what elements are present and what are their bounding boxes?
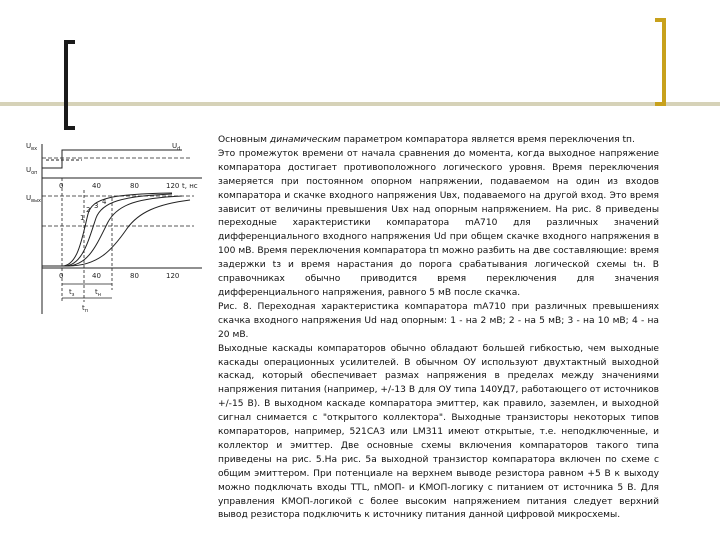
axis-unit-time: t, нс [182, 182, 198, 190]
label-t-rise: $t_н$ [95, 288, 102, 298]
curve-label-1: 1 [80, 214, 85, 222]
figure-caption: Рис. 8. Переходная характеристика компаратора mA710 при различных превышениях скачка входного напряжения Ud над опорным: 1 - на 2 мВ; 2 - на 5 мВ; 3 - на 10 мВ; 4 - на 20 мВ. [218, 301, 659, 340]
transient-response-figure [22, 138, 208, 318]
label-u-in: $U_{вх}$ [26, 142, 38, 152]
paragraph-output-stages: Выходные каскады компараторов обычно обладают большей гибкостью, чем выходные каскады операционных усилителей. В обычном ОУ используют двухтактный выходной каскад, который обеспечивает размах напряжения в пределах между значениями напряжения питания (например, +/-13 В для ОУ типа 140УД7, работающего от источников +/-15 В). В выходном каскаде компаратора эмиттер, как правило, заземлен, и выходной сигнал снимается с "открытого коллектора". Выходные транзисторы некоторых типов компараторов, например, 521СА3 или LM311 имеют открытые, т.е. неподключенные, и коллектор и эмиттер. Две основные схемы включения компараторов такого типа приведены на рис. 5.На рис. 5а выходной транзистор компаратора включен по схеме с общим эмиттером. При потенциале на верхнем выводе резистора равном +5 В к выходу можно подключать входы TTL, nМОП- и КМОП-логику с питанием от источника 5 В. Для управления КМОП-логикой с более высоким напряжением питания следует верхний вывод резистора подключить к источнику питания данной цифровой микросхемы. [218, 343, 659, 521]
tick-80-bottom: 80 [130, 272, 139, 280]
body-text [218, 134, 659, 523]
label-t-switch: $t_п$ [82, 304, 89, 314]
label-u-d: $U_d$ [172, 142, 181, 152]
right-bracket-decoration [652, 18, 668, 106]
tick-0-top: 0 [59, 182, 64, 190]
emphasis-dynamic: динамическим [269, 135, 341, 145]
label-u-ref: $U_{оп}$ [26, 166, 38, 176]
tick-40-bottom: 40 [92, 272, 101, 280]
tick-0-bottom: 0 [59, 272, 64, 280]
curve-label-3: 3 [94, 202, 99, 210]
curve-label-2: 2 [86, 206, 91, 214]
tick-120-bottom: 120 [166, 272, 180, 280]
curve-label-4: 4 [102, 198, 107, 206]
horizontal-rule [0, 102, 720, 106]
tick-80-top: 80 [130, 182, 139, 190]
tick-40-top: 40 [92, 182, 101, 190]
label-u-out: $U_{вых}$ [26, 194, 41, 204]
paragraph-intro: Основным динамическим параметром компаратора является время переключения tп. [218, 135, 635, 145]
left-bracket-decoration [62, 40, 78, 130]
tick-120-top: 120 [166, 182, 180, 190]
paragraph-switching-time: Это промежуток времени от начала сравнения до момента, когда выходное напряжение компаратора достигает противоположного логического уровня. Время переключения замеряется при постоянном опорном напряжении, подаваемом на один из входов компаратора и скачке входного напряжения Uвх, подаваемого на другой вход. Это время зависит от величины превышения Uвх над опорным напряжением. На рис. 8 приведены переходные характеристики компаратора mA710 для различных значений дифференциального входного напряжения Ud при общем скачке входного напряжения в 100 мВ. Время переключения компаратора tп можно разбить на две составляющие: время задержки tз и время нарастания до порога срабатывания логической схемы tн. В справочниках обычно приводится время переключения для значения дифференциального напряжения, равного 5 мВ после скачка. [218, 148, 659, 298]
label-t-delay: $t_з$ [69, 288, 75, 298]
